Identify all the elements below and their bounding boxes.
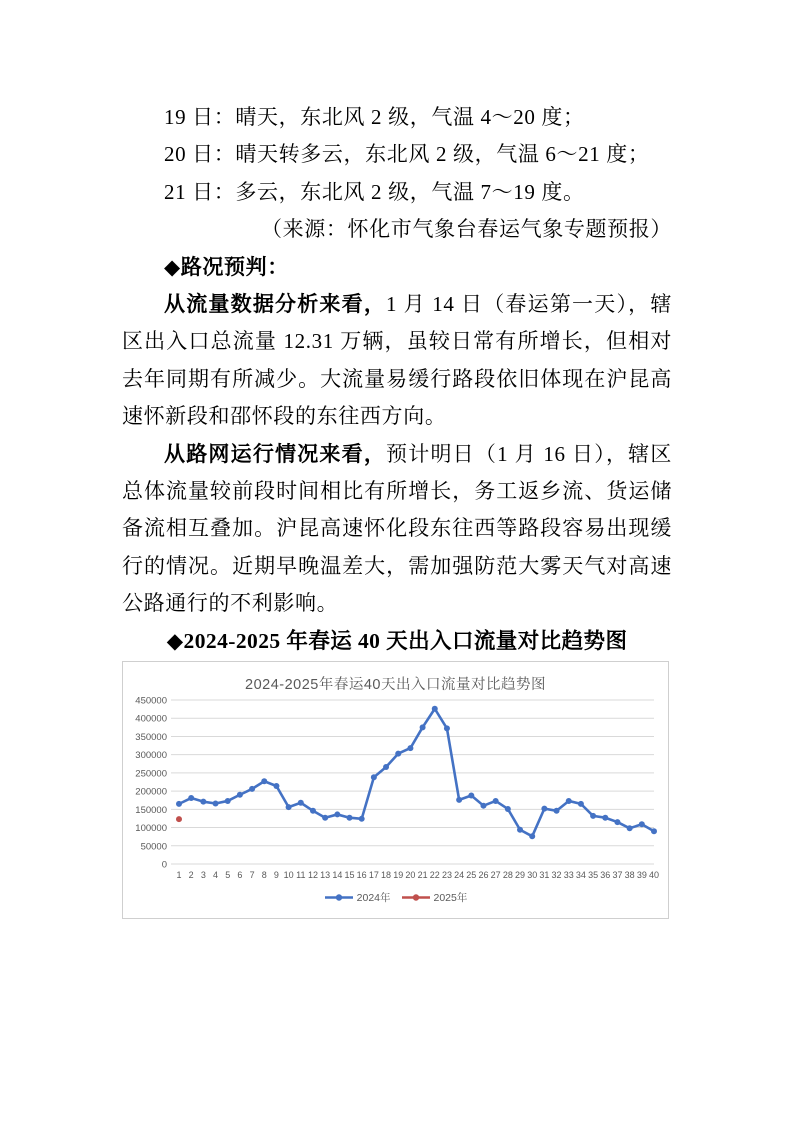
svg-text:29: 29 xyxy=(515,870,526,881)
chart-section-heading: ◆2024-2025 年春运 40 天出入口流量对比趋势图 xyxy=(166,628,628,653)
svg-text:35: 35 xyxy=(588,870,599,881)
svg-text:30: 30 xyxy=(527,870,538,881)
svg-text:27: 27 xyxy=(490,870,501,881)
svg-text:40: 40 xyxy=(648,870,660,881)
svg-text:36: 36 xyxy=(600,870,611,881)
svg-text:1: 1 xyxy=(176,870,182,881)
svg-text:150000: 150000 xyxy=(135,804,167,816)
svg-text:450000: 450000 xyxy=(135,695,167,707)
source-line: （来源：怀化市气象台春运气象专题预报） xyxy=(261,217,672,242)
document-body xyxy=(122,99,672,919)
svg-text:22: 22 xyxy=(429,870,440,881)
svg-text:4: 4 xyxy=(213,870,219,881)
svg-text:28: 28 xyxy=(502,870,513,881)
svg-text:16: 16 xyxy=(356,870,367,881)
paragraph-road-network-lead: 从路网运行情况来看， xyxy=(164,441,387,466)
svg-text:15: 15 xyxy=(344,870,355,881)
chart-title: 2024-2025年春运40天出入口流量对比趋势图 xyxy=(245,677,546,694)
trend-chart-svg xyxy=(123,694,668,890)
svg-text:13: 13 xyxy=(320,870,331,881)
svg-text:17: 17 xyxy=(368,870,379,881)
svg-text:10: 10 xyxy=(283,870,294,881)
svg-text:300000: 300000 xyxy=(135,750,167,762)
svg-text:2: 2 xyxy=(188,870,194,881)
svg-text:19: 19 xyxy=(393,870,404,881)
chart-plot-area xyxy=(123,694,668,890)
svg-text:31: 31 xyxy=(539,870,550,881)
weather-line-21: 21 日：多云，东北风 2 级，气温 7～19 度。 xyxy=(164,179,585,204)
svg-text:38: 38 xyxy=(624,870,635,881)
weather-line-20: 20 日：晴天转多云，东北风 2 级，气温 6～21 度； xyxy=(164,142,650,167)
svg-text:21: 21 xyxy=(417,870,428,881)
svg-text:7: 7 xyxy=(249,870,255,881)
svg-text:400000: 400000 xyxy=(135,713,167,725)
svg-text:100000: 100000 xyxy=(135,823,167,835)
legend-label-2025: 2025年 xyxy=(433,892,468,905)
paragraph-traffic-flow-lead: 从流量数据分析来看， xyxy=(164,292,387,317)
svg-text:26: 26 xyxy=(478,870,489,881)
svg-text:34: 34 xyxy=(575,870,586,881)
svg-text:200000: 200000 xyxy=(135,786,167,798)
svg-text:0: 0 xyxy=(161,859,167,871)
svg-text:24: 24 xyxy=(454,870,465,881)
svg-text:9: 9 xyxy=(273,870,279,881)
svg-text:250000: 250000 xyxy=(135,768,167,780)
legend-item-2025 xyxy=(401,890,468,905)
svg-text:11: 11 xyxy=(296,870,306,881)
svg-text:14: 14 xyxy=(332,870,343,881)
svg-text:20: 20 xyxy=(405,870,416,881)
legend-item-2024 xyxy=(324,890,391,905)
svg-text:18: 18 xyxy=(381,870,392,881)
svg-text:350000: 350000 xyxy=(135,732,167,744)
svg-text:5: 5 xyxy=(225,870,231,881)
legend-marker-2025-icon xyxy=(401,893,431,902)
paragraph-traffic-flow-text: 1 月 14 日（春运第一天），辖区出入口总流量 12.31 万辆，虽较日常有所增长，但相对去年同期有所减少。大流量易缓行路段依旧体现在沪昆高速怀新段和邵怀段的东往西方向。 xyxy=(122,292,672,429)
legend-label-2024: 2024年 xyxy=(356,892,391,905)
svg-text:39: 39 xyxy=(636,870,647,881)
svg-text:23: 23 xyxy=(441,870,452,881)
svg-text:8: 8 xyxy=(261,870,267,881)
svg-text:3: 3 xyxy=(200,870,206,881)
paragraph-road-network xyxy=(122,436,672,623)
paragraph-road-network-text: 预计明日（1 月 16 日），辖区总体流量较前段时间相比有所增长，务工返乡流、货运储备流相互叠加。沪昆高速怀化段东往西等路段容易出现缓行的情况。近期早晚温差大，需加强防范大雾天气对高速公路通行的不利影响。 xyxy=(122,441,672,616)
svg-text:50000: 50000 xyxy=(140,841,167,853)
svg-text:37: 37 xyxy=(612,870,623,881)
svg-text:33: 33 xyxy=(563,870,574,881)
section-heading-road-forecast: ◆路况预判： xyxy=(164,254,289,279)
trend-chart xyxy=(122,661,669,919)
svg-text:12: 12 xyxy=(307,870,318,881)
weather-line-19: 19 日：晴天，东北风 2 级，气温 4～20 度； xyxy=(164,105,585,129)
svg-text:32: 32 xyxy=(551,870,562,881)
legend-marker-2024-icon xyxy=(324,893,354,902)
svg-text:6: 6 xyxy=(237,870,243,881)
paragraph-traffic-flow xyxy=(122,286,672,436)
svg-text:25: 25 xyxy=(466,870,477,881)
chart-legend xyxy=(123,890,668,905)
